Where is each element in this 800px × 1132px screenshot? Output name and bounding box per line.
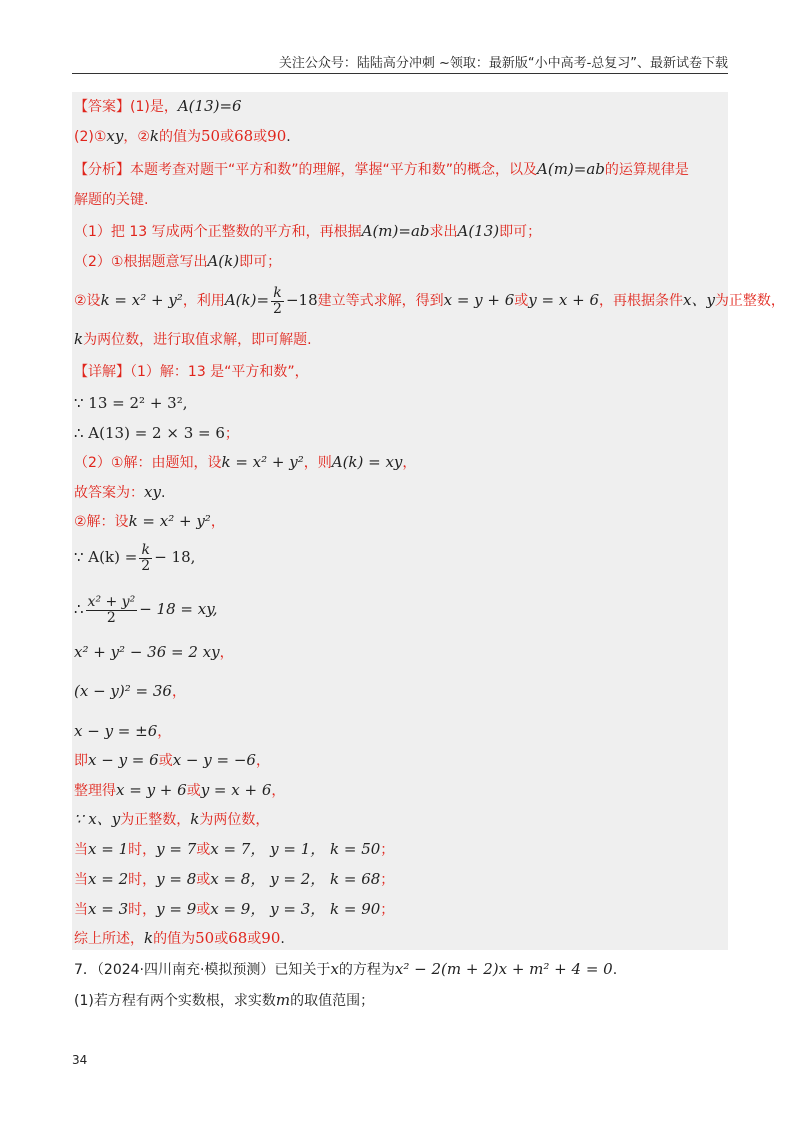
detail-line-8: ∴ $\frac{\text{x² + y²}}{2}$ − 18 = xy, [74,593,218,626]
page-number: 34 [72,1053,88,1067]
answer-tag: 【答案】 [74,99,130,115]
fraction-k-over-2: $\frac{k}{2}$ [141,541,151,574]
detail-line-16: 当x = 2时，y = 8或x = 8， y = 2， k = 68； [74,870,395,888]
analysis-line-4: （2）①根据题意写出A(k)即可； [74,252,282,270]
detail-line-7: ∵ A(k) = $\frac{k}{2}$ − 18, [74,541,196,574]
answer-line-1: 【答案】(1)是，A(13)=6 [74,97,242,115]
analysis-line-3: （1）把 13 写成两个正整数的平方和，再根据A(m)=ab求出A(13)即可； [74,222,542,240]
page-header: 关注公众号：陆陆高分冲刺 ~领取：最新版“小中高考-总复习”、最新试卷下载 [278,56,728,71]
detail-line-2: ∵ 13 = 2² + 3², [74,394,188,412]
detail-line-9: x² + y² − 36 = 2 xy， [74,643,234,661]
detail-line-17: 当x = 3时，y = 9或x = 9， y = 3， k = 90； [74,900,395,918]
detail-line-14: ∵ x、y为正整数，k为两位数， [74,810,270,828]
detail-line-3: ∴ A(13) = 2 × 3 = 6； [74,424,239,442]
analysis-tag: 【分析】 [74,162,130,178]
detail-tag: 【详解】 [74,364,130,380]
detail-line-6: ②解：设k = x² + y²， [74,512,225,530]
detail-line-15: 当x = 1时，y = 7或x = 7， y = 1， k = 50； [74,840,395,858]
detail-line-1: 【详解】（1）解：13 是“平方和数”， [74,364,309,380]
detail-line-11: x − y = ±6， [74,722,172,740]
answer-line-2: (2)①xy，②k的值为50或68或90. [74,127,291,145]
fraction-sum-of-squares-over-2: $\frac{\text{x² + y²}}{2}$ [87,593,136,626]
problem-7-line-1: 7．（2024·四川南充·模拟预测）已知关于x的方程为x² − 2(m + 2)x + m² + 4 = 0. [74,960,618,978]
analysis-line-6: k为两位数，进行取值求解，即可解题. [74,330,312,348]
detail-line-13: 整理得x = y + 6或y = x + 6， [74,781,286,799]
header-divider [72,73,728,74]
analysis-line-1: 【分析】本题考查对题干“平方和数”的理解，掌握“平方和数”的概念，以及A(m)=ab的运算规律是 [74,160,689,178]
detail-line-10: (x − y)² = 36， [74,682,186,700]
detail-line-5: 故答案为：xy. [74,483,166,501]
fraction-k-over-2: $\frac{k}{2}$ [273,284,282,317]
detail-line-4: （2）①解：由题知，设k = x² + y²，则A(k) = xy， [74,453,417,471]
analysis-line-5: ②设k = x² + y²，利用A(k)= $\frac{k}{2}$ −18建立等式求解，得到x = y + 6或y = x + 6，再根据条件x、y为正整数， [74,284,785,317]
analysis-line-2: 解题的关键. [74,192,149,208]
detail-line-12: 即x − y = 6或x − y = −6， [74,751,270,769]
detail-line-18: 综上所述，k的值为50或68或90. [74,929,285,947]
problem-7-line-2: (1)若方程有两个实数根，求实数m的取值范围； [74,991,375,1009]
